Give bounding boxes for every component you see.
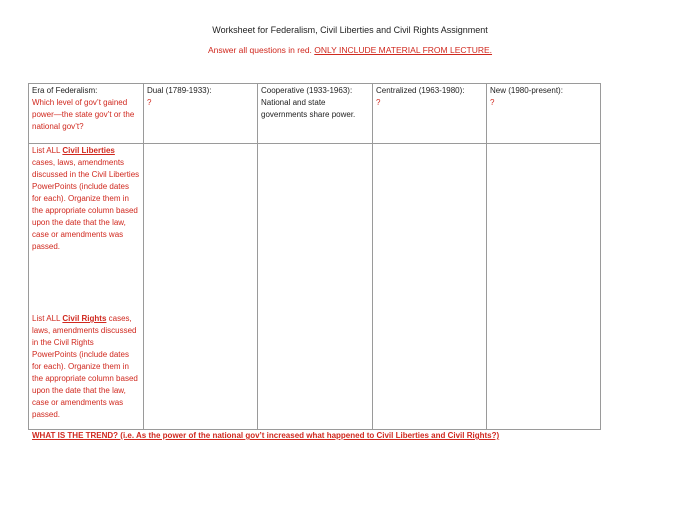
liberties-rights-row xyxy=(29,144,601,430)
era-dual-cell[interactable] xyxy=(144,84,258,144)
new-answer-cell[interactable] xyxy=(487,144,601,430)
era-new-label: New (1980-present): xyxy=(490,86,563,95)
header-row xyxy=(29,84,601,144)
era-label: Era of Federalism: xyxy=(32,86,98,95)
worksheet-table xyxy=(28,83,601,430)
centralized-answer-cell[interactable] xyxy=(373,144,487,430)
era-new-answer: ? xyxy=(490,98,495,107)
era-centralized-cell[interactable] xyxy=(373,84,487,144)
era-cooperative-label: Cooperative (1933-1963): National and state governments share power. xyxy=(261,86,356,119)
era-dual-label: Dual (1789-1933): xyxy=(147,86,212,95)
prompts-cell xyxy=(29,144,144,430)
civil-liberties-prompt: List ALL Civil Liberties cases, laws, amendments discussed in the Civil Liberties PowerPoints (include dates for each). Organize them in the appropriate column based upon the date that the law, case or amendments was passed. xyxy=(32,146,140,251)
civil-liberties-keyword: Civil Liberties xyxy=(62,146,115,155)
trend-question: WHAT IS THE TREND? (i.e. As the power of the national gov’t increased what happened to Civil Liberties and Civil Rights?) xyxy=(32,431,500,440)
civil-rights-keyword: Civil Rights xyxy=(62,314,107,323)
civil-rights-prompt: List ALL Civil Rights cases, laws, amendments discussed in the Civil Rights PowerPoints (include dates for each). Organize them in the appropriate column based upon the date that the law, case or amendments was passed. xyxy=(32,314,138,419)
era-cell xyxy=(29,84,144,144)
dual-answer-cell[interactable] xyxy=(144,144,258,430)
instructions-emphasis: ONLY INCLUDE MATERIAL FROM LECTURE. xyxy=(314,45,493,55)
cooperative-answer-cell[interactable] xyxy=(258,144,373,430)
era-centralized-label: Centralized (1963-1980): xyxy=(376,86,465,95)
era-question: Which level of gov’t gained power—the state gov’t or the national gov’t? xyxy=(32,98,135,131)
era-centralized-answer: ? xyxy=(376,98,381,107)
instructions xyxy=(0,45,700,55)
era-cooperative-cell[interactable] xyxy=(258,84,373,144)
era-dual-answer: ? xyxy=(147,98,152,107)
worksheet-title: Worksheet for Federalism, Civil Liberties and Civil Rights Assignment xyxy=(212,25,488,35)
instructions-lead: Answer all questions in red. xyxy=(207,45,315,55)
era-new-cell[interactable] xyxy=(487,84,601,144)
